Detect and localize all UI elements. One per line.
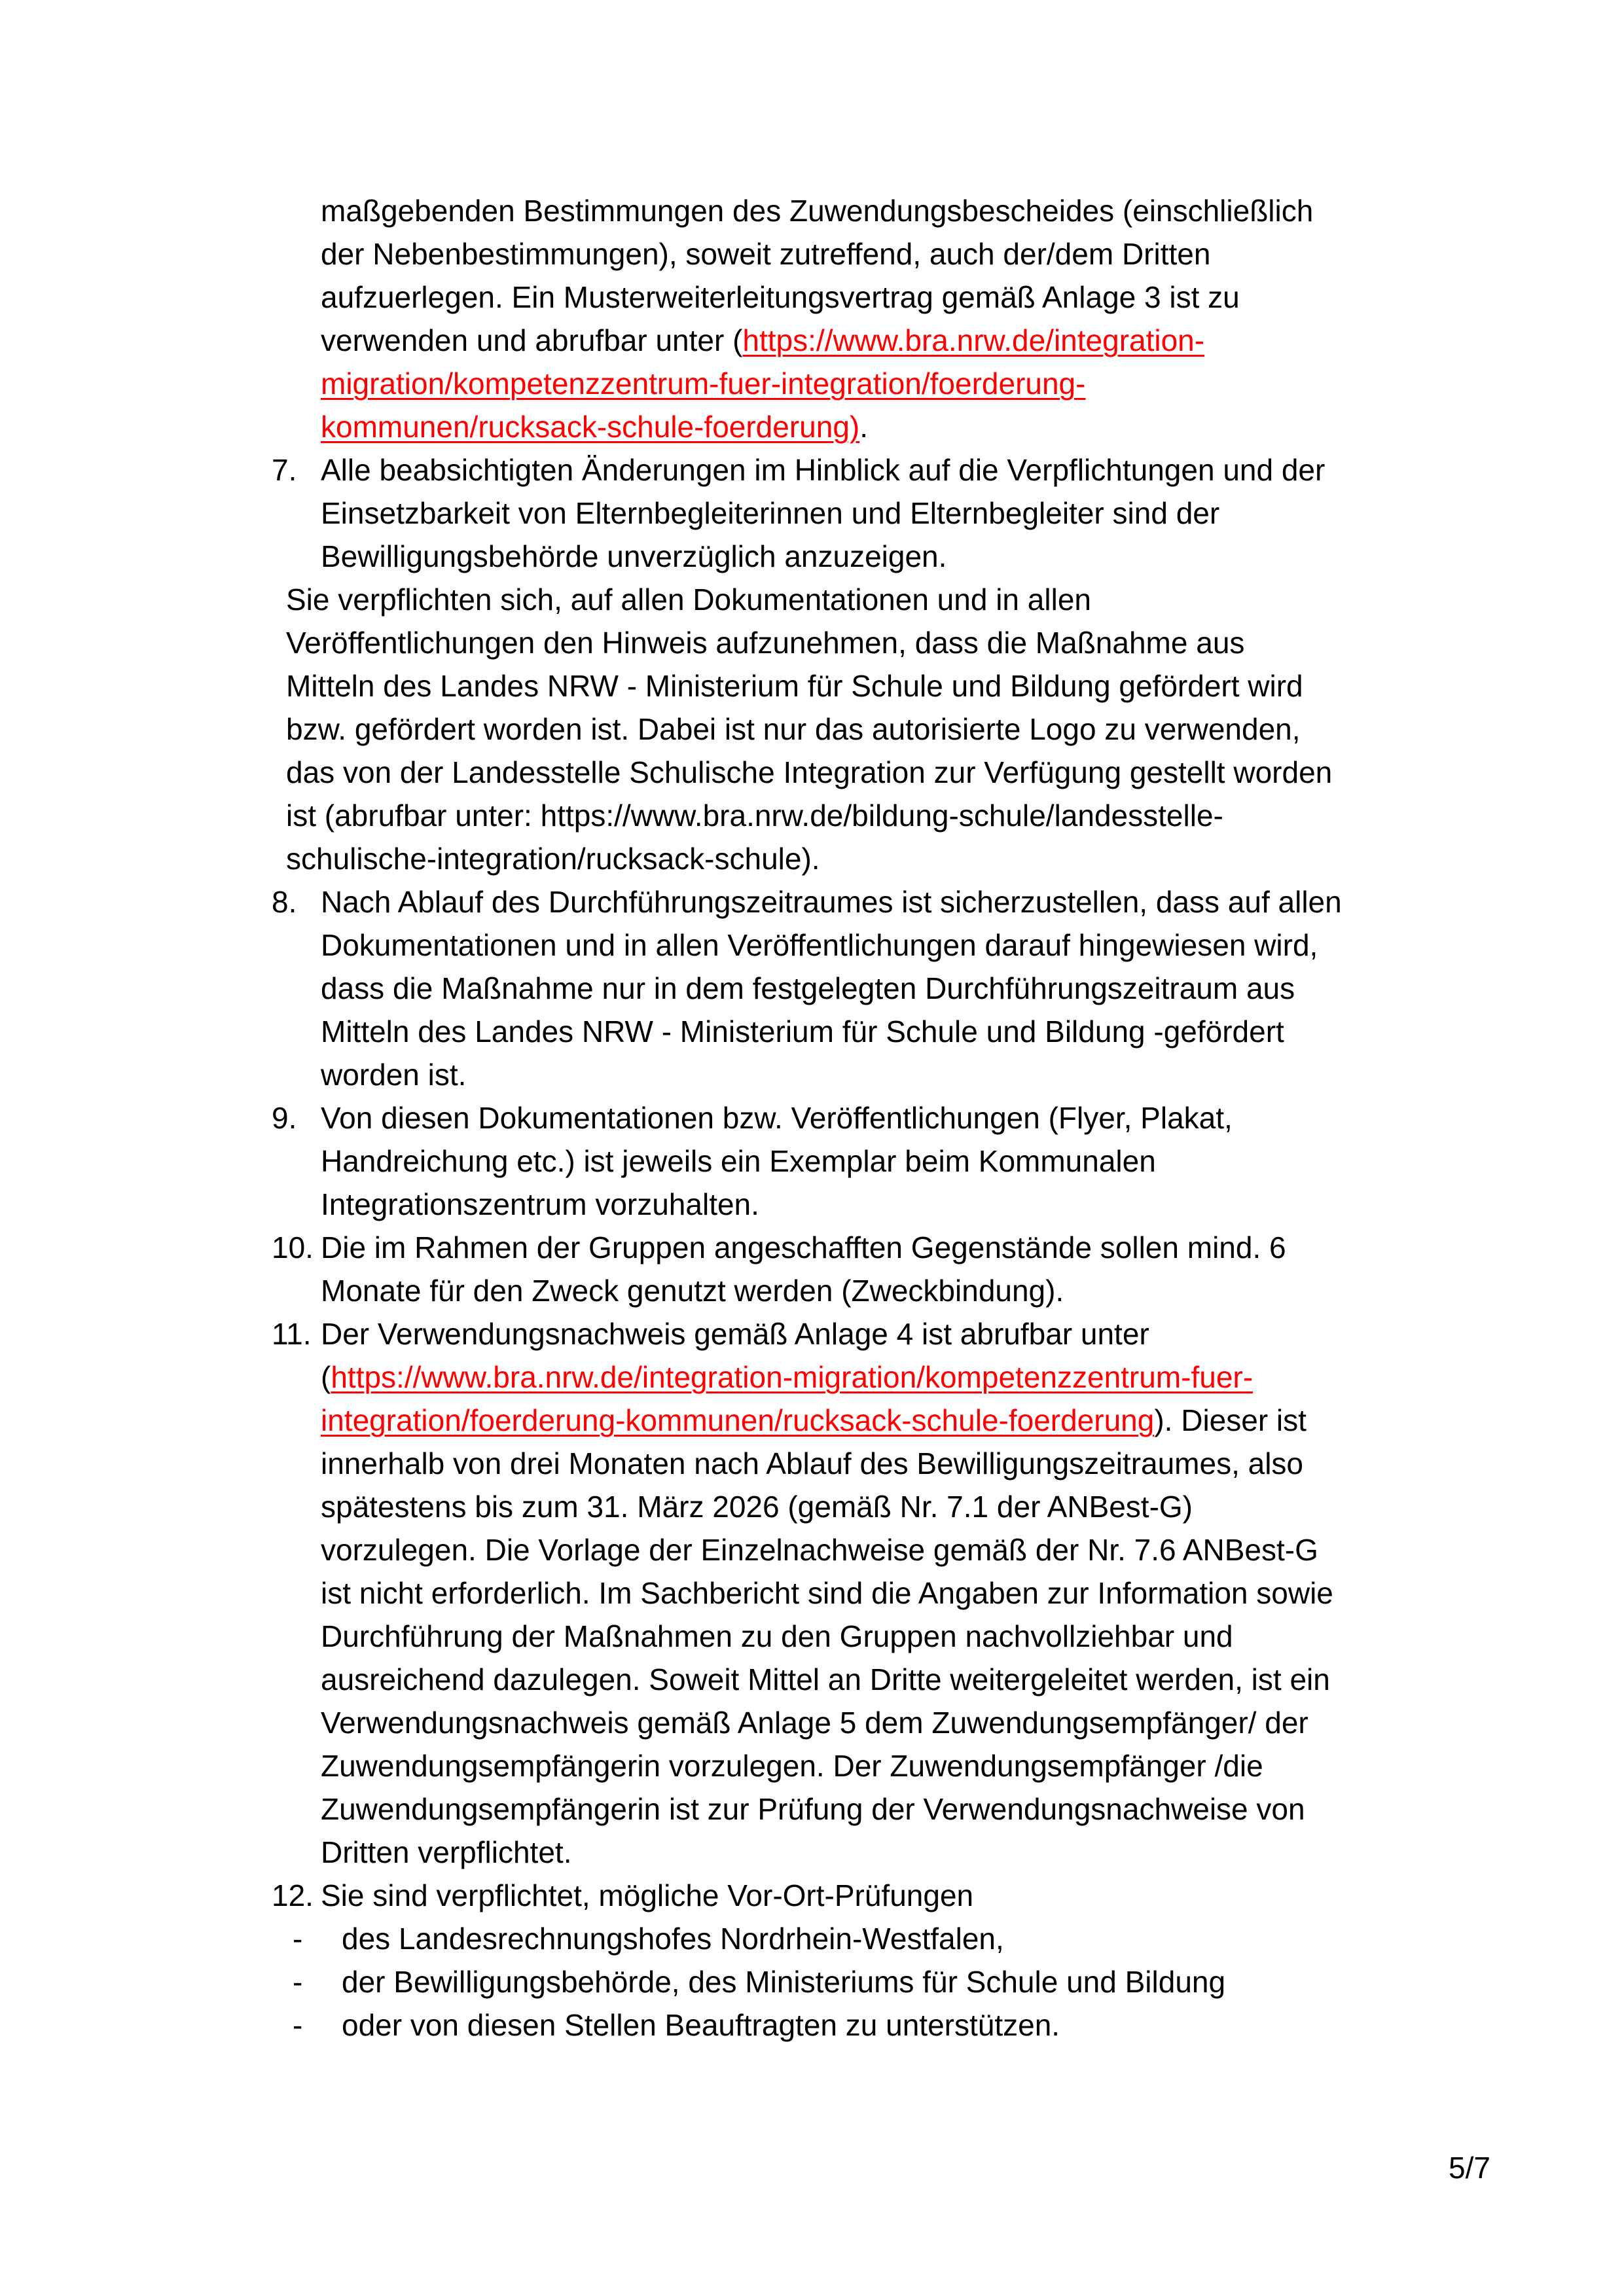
hyperlink[interactable]: integration/foerderung-kommunen/rucksack-schule-foerderung — [321, 1403, 1155, 1437]
text-segment: aufzuerlegen. Ein Musterweiterleitungsvertrag gemäß Anlage 3 ist zu — [321, 280, 1240, 314]
dash-marker: - — [293, 1922, 303, 1956]
text-segment: Von diesen Dokumentationen bzw. Veröffentlichungen (Flyer, Plakat, — [321, 1101, 1233, 1135]
text-segment: Mitteln des Landes NRW - Ministerium für Schule und Bildung gefördert wird — [286, 669, 1303, 703]
hyperlink[interactable]: migration/kompetenzzentrum-fuer-integration/foerderung- — [321, 367, 1086, 401]
text-line — [0, 1917, 1624, 1960]
text-line — [0, 2003, 1624, 2047]
list-number: 11. — [272, 1317, 312, 1351]
text-line — [0, 1096, 1624, 1139]
text-segment: ist nicht erforderlich. Im Sachbericht sind die Angaben zur Information sowie — [321, 1576, 1333, 1610]
text-line — [0, 1658, 1624, 1701]
text-line — [0, 924, 1624, 967]
text-segment: worden ist. — [321, 1058, 467, 1092]
text-line — [0, 1744, 1624, 1787]
text-line — [0, 1183, 1624, 1226]
text-segment: oder von diesen Stellen Beauftragten zu unterstützen. — [342, 2008, 1060, 2042]
text-line — [0, 1010, 1624, 1053]
hyperlink[interactable]: https://www.bra.nrw.de/integration- — [742, 323, 1205, 357]
text-segment: verwenden und abrufbar unter ( — [321, 323, 743, 357]
text-line — [0, 232, 1624, 276]
dash-marker: - — [293, 2008, 303, 2042]
text-line — [0, 362, 1624, 405]
text-segment: dass die Maßnahme nur in dem festgelegten Durchführungszeitraum aus — [321, 971, 1295, 1005]
text-segment: Handreichung etc.) ist jeweils ein Exemplar beim Kommunalen — [321, 1144, 1156, 1178]
content — [0, 189, 1624, 2047]
hyperlink[interactable]: https://www.bra.nrw.de/integration-migration/kompetenzzentrum-fuer- — [331, 1360, 1254, 1394]
text-line — [0, 794, 1624, 837]
text-segment: Integrationszentrum vorzuhalten. — [321, 1187, 759, 1221]
text-line — [0, 1485, 1624, 1528]
text-segment: Alle beabsichtigten Änderungen im Hinblick auf die Verpflichtungen und der — [321, 453, 1326, 487]
text-line — [0, 1528, 1624, 1571]
text-segment: vorzulegen. Die Vorlage der Einzelnachweise gemäß der Nr. 7.6 ANBest-G — [321, 1533, 1318, 1567]
text-line — [0, 189, 1624, 232]
text-line — [0, 1571, 1624, 1615]
text-line — [0, 492, 1624, 535]
text-line — [0, 880, 1624, 924]
text-line — [0, 967, 1624, 1010]
text-line — [0, 1399, 1624, 1442]
list-number: 8. — [272, 885, 297, 919]
text-segment: Veröffentlichungen den Hinweis aufzunehmen, dass die Maßnahme aus — [286, 626, 1245, 660]
text-segment: der Bewilligungsbehörde, des Ministeriums für Schule und Bildung — [342, 1965, 1226, 1999]
text-segment: Der Verwendungsnachweis gemäß Anlage 4 ist abrufbar unter — [321, 1317, 1149, 1351]
text-line — [0, 1831, 1624, 1874]
text-segment: Zuwendungsempfängerin vorzulegen. Der Zuwendungsempfänger /die — [321, 1749, 1263, 1783]
text-line — [0, 621, 1624, 664]
text-line — [0, 1960, 1624, 2003]
text-line — [0, 535, 1624, 578]
text-line — [0, 1787, 1624, 1831]
text-segment: das von der Landesstelle Schulische Integration zur Verfügung gestellt worden — [286, 755, 1333, 789]
text-line — [0, 837, 1624, 880]
text-line — [0, 1139, 1624, 1183]
text-line — [0, 1355, 1624, 1399]
text-segment: innerhalb von drei Monaten nach Ablauf des Bewilligungszeitraumes, also — [321, 1446, 1304, 1480]
text-segment: . — [859, 410, 869, 444]
text-segment: Verwendungsnachweis gemäß Anlage 5 dem Zuwendungsempfänger/ der — [321, 1706, 1308, 1740]
text-segment: maßgebenden Bestimmungen des Zuwendungsbescheides (einschließlich — [321, 194, 1314, 228]
list-number: 7. — [272, 453, 297, 487]
text-line — [0, 1442, 1624, 1485]
text-segment: Einsetzbarkeit von Elternbegleiterinnen und Elternbegleiter sind der — [321, 496, 1220, 530]
text-segment: Durchführung der Maßnahmen zu den Gruppen nachvollziehbar und — [321, 1619, 1233, 1653]
text-segment: Mitteln des Landes NRW - Ministerium für Schule und Bildung -gefördert — [321, 1014, 1284, 1049]
text-segment: Monate für den Zweck genutzt werden (Zweckbindung). — [321, 1274, 1064, 1308]
text-segment: Dritten verpflichtet. — [321, 1835, 572, 1869]
text-line — [0, 664, 1624, 708]
text-line — [0, 1053, 1624, 1096]
dash-marker: - — [293, 1965, 303, 1999]
list-number: 12. — [272, 1878, 314, 1912]
text-segment: schulische-integration/rucksack-schule). — [286, 842, 820, 876]
text-segment: ( — [321, 1360, 331, 1394]
text-line — [0, 405, 1624, 448]
text-segment: Sie verpflichten sich, auf allen Dokumentationen und in allen — [286, 583, 1091, 617]
text-segment: spätestens bis zum 31. März 2026 (gemäß Nr. 7.1 der ANBest-G) — [321, 1490, 1193, 1524]
hyperlink[interactable]: kommunen/rucksack-schule-foerderung) — [321, 410, 860, 444]
text-line — [0, 1269, 1624, 1312]
text-segment: Dokumentationen und in allen Veröffentlichungen darauf hingewiesen wird, — [321, 928, 1318, 962]
text-line — [0, 1874, 1624, 1917]
text-line — [0, 1701, 1624, 1744]
text-segment: des Landesrechnungshofes Nordrhein-Westfalen, — [342, 1922, 1004, 1956]
text-segment: bzw. gefördert worden ist. Dabei ist nur das autorisierte Logo zu verwenden, — [286, 712, 1301, 746]
text-line — [0, 448, 1624, 492]
text-segment: Zuwendungsempfängerin ist zur Prüfung der Verwendungsnachweise von — [321, 1792, 1305, 1826]
list-number: 10. — [272, 1230, 314, 1265]
text-line — [0, 1312, 1624, 1355]
text-line — [0, 1226, 1624, 1269]
text-segment: Bewilligungsbehörde unverzüglich anzuzeigen. — [321, 539, 947, 573]
text-segment: ausreichend dazulegen. Soweit Mittel an Dritte weitergeleitet werden, ist ein — [321, 1662, 1330, 1696]
text-segment: Sie sind verpflichtet, mögliche Vor-Ort-Prüfungen — [321, 1878, 974, 1912]
text-segment: Die im Rahmen der Gruppen angeschafften Gegenstände sollen mind. 6 — [321, 1230, 1286, 1265]
text-segment: ). Dieser ist — [1154, 1403, 1307, 1437]
text-line — [0, 578, 1624, 621]
text-line — [0, 276, 1624, 319]
text-segment: der Nebenbestimmungen), soweit zutreffend, auch der/dem Dritten — [321, 237, 1211, 271]
text-line — [0, 708, 1624, 751]
text-line — [0, 1615, 1624, 1658]
text-line — [0, 751, 1624, 794]
page-number: 5/7 — [1449, 2151, 1490, 2185]
text-segment: ist (abrufbar unter: https://www.bra.nrw.de/bildung-schule/landesstelle- — [286, 798, 1223, 833]
text-line — [0, 319, 1624, 362]
text-segment: Nach Ablauf des Durchführungszeitraumes ist sicherzustellen, dass auf allen — [321, 885, 1342, 919]
list-number: 9. — [272, 1101, 297, 1135]
